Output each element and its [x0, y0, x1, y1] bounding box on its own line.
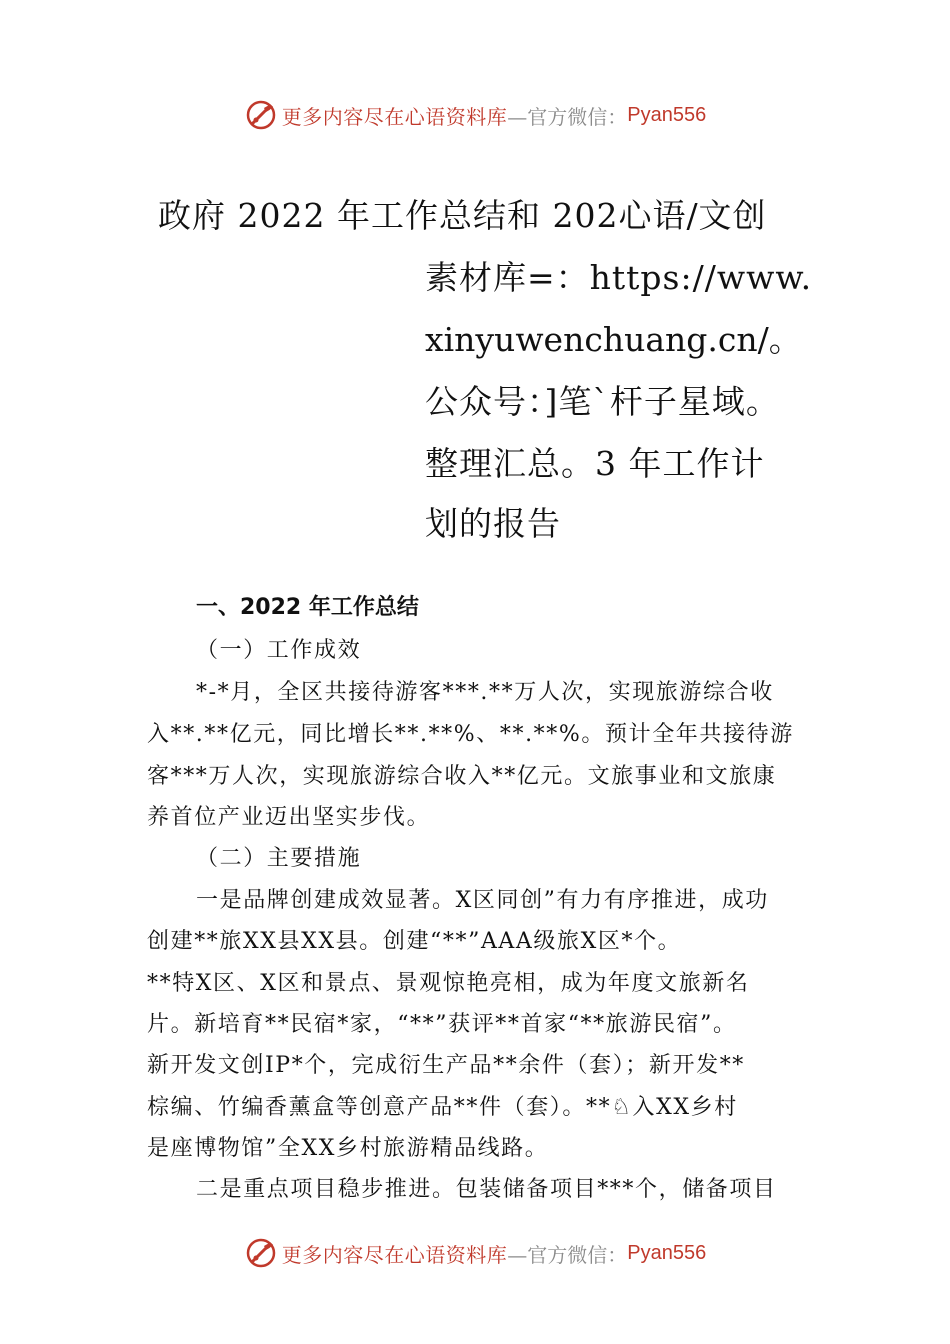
paragraph-line: 入**.**亿元，同比增长**.**%、**.**%。预计全年共接待游 [147, 722, 794, 747]
paragraph-line: 片。新培育**民宿*家，“**”获评**首家“**旅游民宿”。 [147, 1012, 737, 1037]
section-heading: 一、2022 年工作总结 [196, 595, 419, 620]
banner-text-red: 更多内容尽在心语资料库 [281, 1242, 508, 1267]
paragraph-line: 二是重点项目稳步推进。包装储备项目***个，储备项目 [196, 1177, 777, 1202]
banner-text-red: 更多内容尽在心语资料库 [281, 104, 508, 129]
paragraph-line: *-*月，全区共接待游客***.**万人次，实现旅游综合收 [196, 680, 774, 705]
title-line-2: 素材库=：https://www. [425, 258, 813, 297]
banner-text-gray: —官方微信： [507, 104, 628, 129]
title-line-1: 政府 2022 年工作总结和 202心语/文创 [158, 196, 767, 235]
paragraph-line: **特X区、X区和景点、景观惊艳亮相，成为年度文旅新名 [147, 971, 750, 996]
subheading-results: （一）工作成效 [196, 638, 362, 663]
paragraph-line: 一是品牌创建成效显著。X区同创”有力有序推进，成功 [196, 888, 769, 913]
brush-logo-icon [244, 98, 278, 132]
paragraph-line: 是座博物馆”全XX乡村旅游精品线路。 [147, 1136, 549, 1161]
title-line-6: 划的报告 [425, 504, 561, 543]
paragraph-line: 新开发文创IP*个，完成衍生产品**余件（套）；新开发** [147, 1053, 745, 1078]
title-line-4: 公众号：]笔`杆子星域。 [425, 382, 780, 421]
footer-banner [0, 1233, 950, 1273]
banner-wechat-id: Pyan556 [627, 1241, 707, 1264]
header-banner [0, 95, 950, 135]
title-line-3: xinyuwenchuang.cn/。 [425, 320, 802, 359]
paragraph-line: 棕编、竹编香薰盒等创意产品**件（套）。**♘入XX乡村 [147, 1095, 738, 1120]
title-line-5: 整理汇总。3 年工作计 [425, 444, 765, 483]
subheading-measures: （二）主要措施 [196, 846, 362, 871]
banner-text-gray: —官方微信： [507, 1242, 628, 1267]
banner-wechat-id: Pyan556 [627, 103, 707, 126]
paragraph-line: 客***万人次，实现旅游综合收入**亿元。文旅事业和文旅康 [147, 764, 777, 789]
paragraph-line: 创建**旅XX县XX县。创建“**”AAA级旅X区*个。 [147, 929, 682, 954]
paragraph-line: 养首位产业迈出坚实步伐。 [147, 805, 431, 830]
brush-logo-icon [244, 1236, 278, 1270]
